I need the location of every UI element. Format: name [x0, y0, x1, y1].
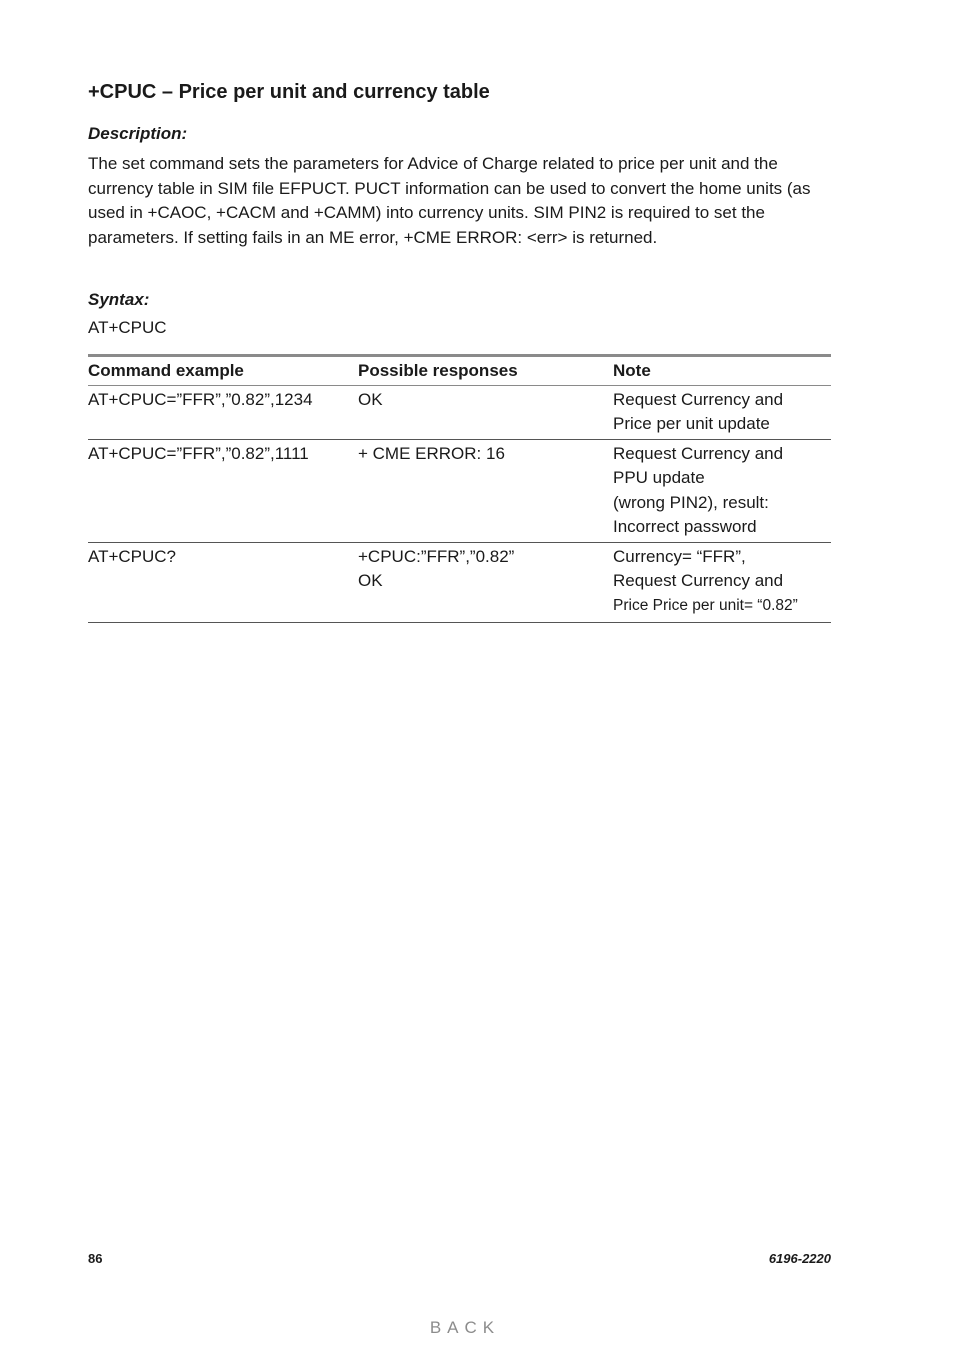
table-header-row — [88, 356, 831, 386]
note-line: Incorrect password — [613, 517, 757, 536]
note-cell — [613, 439, 831, 542]
table-row — [88, 385, 831, 439]
section-title: +CPUC – Price per unit and currency table — [88, 81, 490, 103]
command-table — [88, 354, 831, 623]
note-line: Request Currency and — [613, 389, 784, 409]
note-line: Price Price per unit= “0.82” — [613, 596, 798, 614]
back-link[interactable]: BACK — [429, 1318, 501, 1337]
description-text: The set command sets the parameters for Advice of Charge related to price per unit and the currency table in SIM file EFPUCT. PUCT information can be used to convert the home units (as used in +CAOC, +CACM and +CAMM) into currency units. SIM PIN2 is required to set the parameters. If setting fails in an ME error, +CME ERROR: <err> is returned. — [88, 154, 811, 247]
table-row — [88, 439, 831, 542]
note-line: Request Currency and — [613, 443, 784, 463]
note-line: (wrong PIN2), result: — [613, 492, 769, 512]
table-row — [88, 542, 831, 623]
response-line: OK — [358, 389, 383, 409]
response-line: + CME ERROR: 16 — [358, 443, 505, 463]
note-line: Currency= “FFR”, — [613, 546, 746, 566]
syntax-text: AT+CPUC — [88, 318, 167, 337]
note-line: Request Currency and — [613, 571, 784, 590]
response-cell — [358, 385, 613, 439]
note-cell — [613, 385, 831, 439]
response-line: OK — [358, 571, 383, 590]
command-text: AT+CPUC? — [88, 546, 177, 566]
command-cell — [88, 439, 358, 542]
page-number: 86 — [88, 1251, 103, 1266]
command-cell — [88, 542, 358, 623]
response-line: +CPUC:”FFR”,”0.82” — [358, 546, 515, 566]
description-heading: Description: — [88, 124, 188, 143]
header-command-example: Command example — [88, 361, 244, 380]
note-line: Price per unit update — [613, 414, 770, 433]
response-cell — [358, 542, 613, 623]
syntax-heading: Syntax: — [88, 290, 150, 309]
document-number: 6196-2220 — [768, 1251, 831, 1266]
response-cell — [358, 439, 613, 542]
command-cell — [88, 385, 358, 439]
command-text: AT+CPUC=”FFR”,”0.82”,1111 — [88, 443, 309, 463]
note-cell — [613, 542, 831, 623]
command-text: AT+CPUC=”FFR”,”0.82”,1234 — [88, 389, 313, 409]
header-note: Note — [613, 361, 651, 380]
header-possible-responses: Possible responses — [358, 361, 518, 380]
note-line: PPU update — [613, 468, 705, 487]
